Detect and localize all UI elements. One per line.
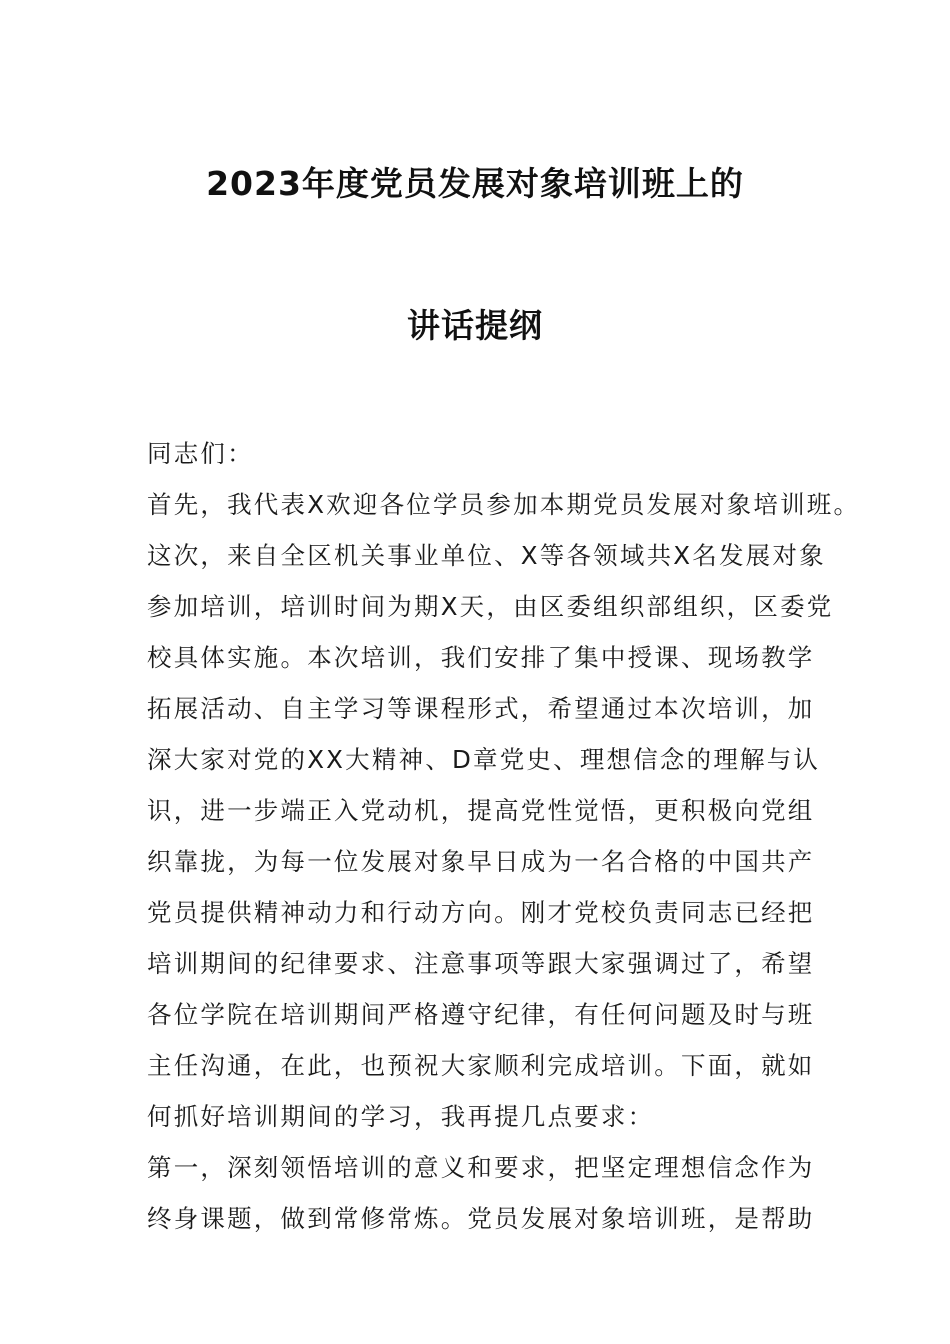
body-line: 培训期间的纪律要求、注意事项等跟大家强调过了，希望 [147, 949, 815, 978]
body-line: 党员提供精神动力和行动方向。刚才党校负责同志已经把 [147, 898, 815, 927]
body-line: 识，进一步端正入党动机，提高党性觉悟，更积极向党组 [147, 796, 815, 825]
body-line: 终身课题，做到常修常炼。党员发展对象培训班，是帮助 [147, 1204, 815, 1233]
body-line: 织靠拢，为每一位发展对象早日成为一名合格的中国共产 [147, 847, 815, 876]
body-line: 主任沟通，在此，也预祝大家顺利完成培训。下面，就如 [147, 1051, 815, 1080]
body-line: 第一，深刻领悟培训的意义和要求，把坚定理想信念作为 [147, 1153, 815, 1182]
body-line: 深大家对党的XX大精神、D章党史、理想信念的理解与认 [147, 745, 821, 774]
body-line: 何抓好培训期间的学习，我再提几点要求： [147, 1102, 655, 1131]
body-line: 各位学院在培训期间严格遵守纪律，有任何问题及时与班 [147, 1000, 815, 1029]
body-line: 同志们： [147, 439, 254, 468]
body-line: 拓展活动、自主学习等课程形式，希望通过本次培训，加 [147, 694, 815, 723]
body-line: 首先，我代表X欢迎各位学员参加本期党员发展对象培训班。 [147, 490, 861, 519]
body-line: 这次，来自全区机关事业单位、X等各领域共X名发展对象 [147, 541, 826, 570]
body-line: 参加培训，培训时间为期X天，由区委组织部组织，区委党 [147, 592, 834, 621]
body-line: 校具体实施。本次培训，我们安排了集中授课、现场教学 [147, 643, 815, 672]
document-body [147, 428, 861, 1244]
document-title-line-1: 2023年度党员发展对象培训班上的 [206, 164, 744, 203]
document-title-line-2: 讲话提纲 [407, 306, 543, 345]
